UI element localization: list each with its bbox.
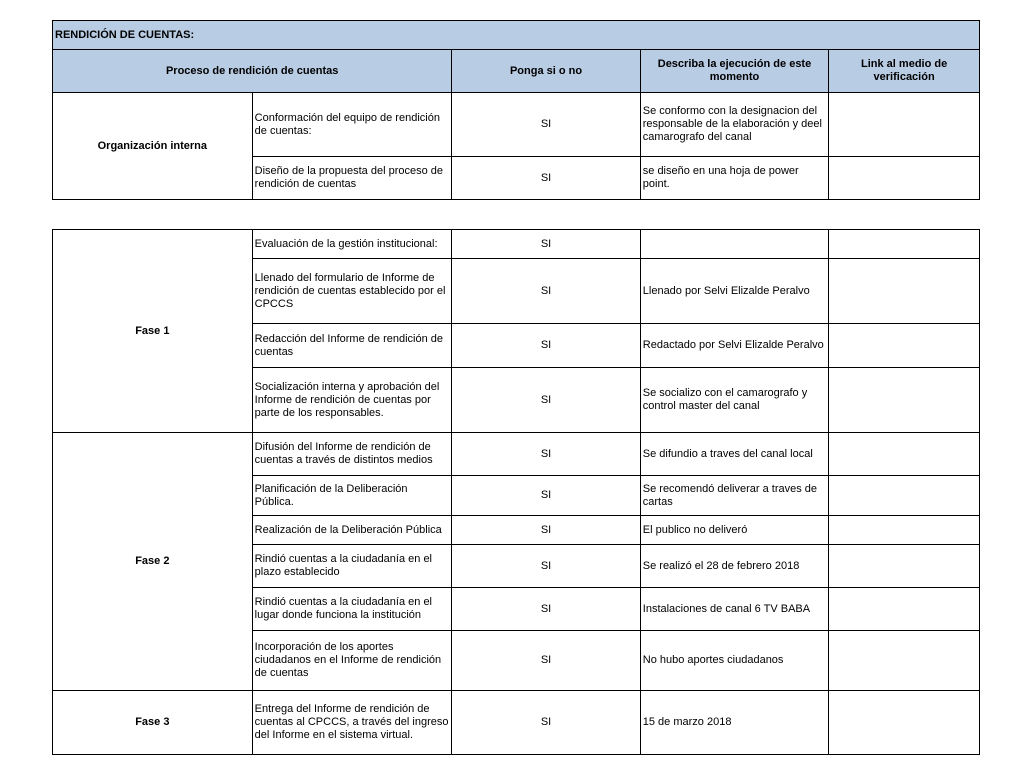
phases-table	[52, 229, 980, 755]
link-cell	[829, 93, 980, 157]
description-cell: se diseño en una hoja de power point.	[640, 157, 828, 200]
description-cell: No hubo aportes ciudadanos	[640, 631, 828, 691]
description-cell: Instalaciones de canal 6 TV BABA	[640, 588, 828, 631]
answer-cell: SI	[452, 93, 640, 157]
step-cell: Rindió cuentas a la ciudadanía en el lugar donde funciona la institución	[252, 588, 452, 631]
answer-cell: SI	[452, 230, 640, 259]
step-cell: Planificación de la Deliberación Pública.	[252, 476, 452, 516]
header-process: Proceso de rendición de cuentas	[53, 50, 452, 93]
header-link: Link al medio de verificación	[829, 50, 980, 93]
step-cell: Conformación del equipo de rendición de cuentas:	[252, 93, 452, 157]
description-cell: Se conformo con la designacion del responsable de la elaboración y deel camarografo del canal	[640, 93, 828, 157]
table-title: RENDICIÓN DE CUENTAS:	[53, 21, 980, 50]
answer-cell: SI	[452, 157, 640, 200]
link-cell	[829, 259, 980, 324]
description-cell: Llenado por Selvi Elizalde Peralvo	[640, 259, 828, 324]
description-cell: Redactado por Selvi Elizalde Peralvo	[640, 324, 828, 368]
answer-cell: SI	[452, 368, 640, 433]
step-cell: Socialización interna y aprobación del Informe de rendición de cuentas por parte de los responsables.	[252, 368, 452, 433]
answer-cell: SI	[452, 259, 640, 324]
description-cell: El publico no deliveró	[640, 516, 828, 545]
group-label-fase2: Fase 2	[53, 433, 253, 691]
group-label-fase1: Fase 1	[53, 230, 253, 433]
step-cell: Incorporación de los aportes ciudadanos en el Informe de rendición de cuentas	[252, 631, 452, 691]
answer-cell: SI	[452, 631, 640, 691]
step-cell: Rindió cuentas a la ciudadanía en el plazo establecido	[252, 545, 452, 588]
description-cell	[640, 230, 828, 259]
description-cell: Se recomendó deliverar a traves de cartas	[640, 476, 828, 516]
org-table	[52, 20, 980, 200]
description-cell: Se difundio a traves del canal local	[640, 433, 828, 476]
group-label-fase3: Fase 3	[53, 691, 253, 755]
table-row	[53, 691, 980, 755]
table-row	[53, 93, 980, 157]
table-row	[53, 433, 980, 476]
link-cell	[829, 324, 980, 368]
step-cell: Diseño de la propuesta del proceso de rendición de cuentas	[252, 157, 452, 200]
link-cell	[829, 368, 980, 433]
step-cell: Redacción del Informe de rendición de cuentas	[252, 324, 452, 368]
answer-cell: SI	[452, 516, 640, 545]
description-cell: Se socializo con el camarografo y control master del canal	[640, 368, 828, 433]
answer-cell: SI	[452, 588, 640, 631]
answer-cell: SI	[452, 433, 640, 476]
step-cell: Llenado del formulario de Informe de rendición de cuentas establecido por el CPCCS	[252, 259, 452, 324]
answer-cell: SI	[452, 324, 640, 368]
link-cell	[829, 157, 980, 200]
link-cell	[829, 230, 980, 259]
link-cell	[829, 516, 980, 545]
header-yes-no: Ponga si o no	[452, 50, 640, 93]
answer-cell: SI	[452, 476, 640, 516]
link-cell	[829, 476, 980, 516]
table-row	[53, 230, 980, 259]
link-cell	[829, 631, 980, 691]
description-cell: Se realizó el 28 de febrero 2018	[640, 545, 828, 588]
header-describe: Describa la ejecución de este momento	[640, 50, 828, 93]
answer-cell: SI	[452, 545, 640, 588]
step-cell: Entrega del Informe de rendición de cuentas al CPCCS, a través del ingreso del Informe en el sistema virtual.	[252, 691, 452, 755]
step-cell: Realización de la Deliberación Pública	[252, 516, 452, 545]
group-label-org: Organización interna	[53, 93, 253, 200]
link-cell	[829, 433, 980, 476]
description-cell: 15 de marzo 2018	[640, 691, 828, 755]
link-cell	[829, 545, 980, 588]
answer-cell: SI	[452, 691, 640, 755]
link-cell	[829, 588, 980, 631]
link-cell	[829, 691, 980, 755]
step-cell: Difusión del Informe de rendición de cuentas a través de distintos medios	[252, 433, 452, 476]
step-cell: Evaluación de la gestión institucional:	[252, 230, 452, 259]
